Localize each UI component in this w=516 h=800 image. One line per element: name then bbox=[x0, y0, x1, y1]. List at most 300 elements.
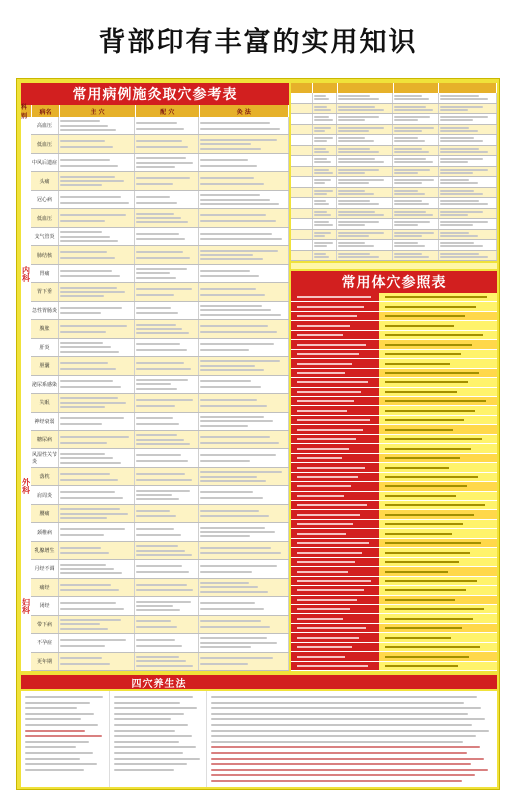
table-cell bbox=[59, 135, 135, 152]
acupoint-name bbox=[291, 293, 379, 301]
disease-name: 低血压 bbox=[31, 135, 59, 152]
list-item bbox=[291, 492, 497, 501]
table-cell bbox=[291, 156, 313, 166]
list-item bbox=[291, 463, 497, 472]
disease-name: 支气管炎 bbox=[31, 228, 59, 245]
list-item bbox=[291, 293, 497, 302]
acupoint-location bbox=[379, 662, 497, 670]
table-cell bbox=[135, 283, 199, 300]
disease-name: 急性胃肠炎 bbox=[31, 302, 59, 319]
table-row bbox=[31, 302, 289, 320]
acupoint-name bbox=[291, 520, 379, 528]
table-cell bbox=[313, 219, 337, 229]
table-row bbox=[31, 413, 289, 431]
table-cell bbox=[337, 135, 393, 145]
table-cell bbox=[291, 93, 313, 103]
acupoint-location bbox=[379, 558, 497, 566]
table-cell bbox=[135, 560, 199, 577]
acupoint-name bbox=[291, 624, 379, 632]
acupoint-location bbox=[379, 416, 497, 424]
acupoint-location bbox=[379, 331, 497, 339]
table-cell bbox=[59, 505, 135, 522]
table-cell bbox=[135, 117, 199, 134]
poster bbox=[16, 78, 500, 790]
table-cell bbox=[291, 219, 313, 229]
bottom-column bbox=[21, 691, 110, 787]
table-cell bbox=[135, 394, 199, 411]
disease-name: 冠心病 bbox=[31, 191, 59, 208]
acupoint-location bbox=[379, 312, 497, 320]
table-cell bbox=[393, 156, 439, 166]
table-cell bbox=[337, 177, 393, 187]
table-cell bbox=[313, 230, 337, 240]
right-top-table bbox=[291, 83, 497, 261]
table-cell bbox=[199, 394, 289, 411]
acupoint-name bbox=[291, 331, 379, 339]
table-cell bbox=[393, 219, 439, 229]
section-label: 内科 bbox=[21, 265, 31, 282]
table-row bbox=[291, 156, 497, 167]
column-header: 配 穴 bbox=[136, 105, 200, 117]
list-item bbox=[291, 397, 497, 406]
acupoint-name bbox=[291, 397, 379, 405]
acupoint-location bbox=[379, 406, 497, 414]
table-cell bbox=[199, 616, 289, 633]
table-row bbox=[291, 219, 497, 230]
table-row bbox=[291, 177, 497, 188]
table-cell bbox=[393, 125, 439, 135]
table-cell bbox=[393, 177, 439, 187]
list-item bbox=[291, 624, 497, 633]
disease-name: 泌尿系感染 bbox=[31, 376, 59, 393]
table-cell bbox=[337, 146, 393, 156]
disease-name: 低血压 bbox=[31, 209, 59, 226]
table-cell bbox=[135, 653, 199, 670]
table-cell bbox=[135, 579, 199, 596]
disease-name: 落枕 bbox=[31, 468, 59, 485]
list-item bbox=[291, 331, 497, 340]
column-header: 科别 bbox=[21, 105, 32, 117]
table-cell bbox=[337, 219, 393, 229]
table-cell bbox=[135, 542, 199, 559]
table-cell bbox=[59, 191, 135, 208]
table-cell bbox=[439, 125, 497, 135]
table-cell bbox=[313, 209, 337, 219]
list-item bbox=[291, 643, 497, 652]
table-row bbox=[31, 135, 289, 153]
acupoint-location bbox=[379, 359, 497, 367]
acupoint-location bbox=[379, 605, 497, 613]
disease-name: 痛经 bbox=[31, 579, 59, 596]
table-row bbox=[291, 188, 497, 199]
table-row bbox=[31, 560, 289, 578]
table-cell bbox=[313, 93, 337, 103]
acupoint-location bbox=[379, 652, 497, 660]
acupoint-name bbox=[291, 312, 379, 320]
acupoint-location bbox=[379, 378, 497, 386]
table-cell bbox=[199, 560, 289, 577]
table-cell bbox=[199, 486, 289, 503]
table-cell bbox=[135, 376, 199, 393]
table-cell bbox=[393, 188, 439, 198]
table-cell bbox=[291, 251, 313, 261]
list-item bbox=[291, 596, 497, 605]
table-row bbox=[31, 394, 289, 412]
table-cell bbox=[337, 198, 393, 208]
table-cell bbox=[59, 283, 135, 300]
table-cell bbox=[135, 616, 199, 633]
table-cell bbox=[291, 125, 313, 135]
disease-name: 月经不调 bbox=[31, 560, 59, 577]
disease-name: 糖尿病 bbox=[31, 431, 59, 448]
column-header: 灸 法 bbox=[200, 105, 289, 117]
acupoint-name bbox=[291, 416, 379, 424]
acupoint-name bbox=[291, 501, 379, 509]
table-cell bbox=[313, 177, 337, 187]
table-cell bbox=[199, 191, 289, 208]
list-item bbox=[291, 586, 497, 595]
table-cell bbox=[337, 230, 393, 240]
disease-name: 乳腺增生 bbox=[31, 542, 59, 559]
table-cell bbox=[439, 135, 497, 145]
acupoint-name bbox=[291, 444, 379, 452]
table-cell bbox=[135, 431, 199, 448]
acupoint-name bbox=[291, 359, 379, 367]
table-cell bbox=[59, 172, 135, 189]
acupoint-name bbox=[291, 340, 379, 348]
acupoint-name bbox=[291, 473, 379, 481]
table-cell bbox=[199, 597, 289, 614]
table-row bbox=[291, 230, 497, 241]
table-cell bbox=[439, 93, 497, 103]
list-item bbox=[291, 510, 497, 519]
disease-name: 腹胀 bbox=[31, 320, 59, 337]
table-cell bbox=[337, 240, 393, 250]
acupoint-name bbox=[291, 596, 379, 604]
acupoint-location bbox=[379, 425, 497, 433]
note-strip bbox=[291, 263, 497, 269]
table-cell bbox=[337, 209, 393, 219]
table-cell bbox=[313, 156, 337, 166]
disease-name: 肺结核 bbox=[31, 246, 59, 263]
table-row bbox=[31, 542, 289, 560]
table-cell bbox=[59, 265, 135, 282]
disease-name: 头痛 bbox=[31, 172, 59, 189]
table-cell bbox=[59, 376, 135, 393]
acupoint-location bbox=[379, 350, 497, 358]
list-item bbox=[291, 548, 497, 557]
left-table-title: 常用病例施灸取穴参考表 bbox=[21, 83, 289, 105]
table-cell bbox=[337, 167, 393, 177]
table-cell bbox=[291, 240, 313, 250]
table-cell bbox=[135, 246, 199, 263]
table-cell bbox=[135, 486, 199, 503]
bottom-title-bar bbox=[21, 675, 497, 689]
acupoint-name bbox=[291, 492, 379, 500]
table-cell bbox=[59, 339, 135, 356]
table-cell bbox=[393, 167, 439, 177]
list-item bbox=[291, 558, 497, 567]
acupoint-name bbox=[291, 406, 379, 414]
acupoint-location bbox=[379, 614, 497, 622]
table-cell bbox=[199, 653, 289, 670]
acupoint-name bbox=[291, 302, 379, 310]
table-cell bbox=[59, 320, 135, 337]
acupoint-name bbox=[291, 605, 379, 613]
list-item bbox=[291, 321, 497, 330]
disease-name: 带下病 bbox=[31, 616, 59, 633]
list-item bbox=[291, 340, 497, 349]
table-cell bbox=[135, 449, 199, 466]
table-cell bbox=[393, 93, 439, 103]
acupoint-name bbox=[291, 529, 379, 537]
list-item bbox=[291, 369, 497, 378]
list-item bbox=[291, 605, 497, 614]
table-row bbox=[31, 191, 289, 209]
table-cell bbox=[135, 339, 199, 356]
acupoint-location bbox=[379, 492, 497, 500]
table-cell bbox=[59, 209, 135, 226]
list-item bbox=[291, 662, 497, 671]
acupoint-location bbox=[379, 444, 497, 452]
table-cell bbox=[135, 468, 199, 485]
table-cell bbox=[59, 653, 135, 670]
table-cell bbox=[59, 117, 135, 134]
table-cell bbox=[199, 542, 289, 559]
table-row bbox=[291, 135, 497, 146]
table-row bbox=[31, 283, 289, 301]
table-cell bbox=[199, 523, 289, 540]
acupoint-location bbox=[379, 293, 497, 301]
table-cell bbox=[313, 114, 337, 124]
acupoint-name bbox=[291, 577, 379, 585]
acupoint-location bbox=[379, 643, 497, 651]
table-cell bbox=[135, 228, 199, 245]
table-cell bbox=[135, 191, 199, 208]
table-cell bbox=[135, 597, 199, 614]
table-cell bbox=[59, 579, 135, 596]
right-list-title: 常用体穴参照表 bbox=[291, 271, 497, 293]
list-rows bbox=[291, 293, 497, 671]
list-item bbox=[291, 652, 497, 661]
table-cell bbox=[393, 135, 439, 145]
table-cell bbox=[59, 616, 135, 633]
table-cell bbox=[393, 146, 439, 156]
table-row bbox=[291, 209, 497, 220]
bottom-column bbox=[110, 691, 207, 787]
list-item bbox=[291, 302, 497, 311]
table-row bbox=[31, 172, 289, 190]
section-labels bbox=[21, 117, 31, 671]
disease-name: 中风后遗症 bbox=[31, 154, 59, 171]
table-cell bbox=[135, 265, 199, 282]
disease-name: 颈椎病 bbox=[31, 523, 59, 540]
table-cell bbox=[135, 505, 199, 522]
acupoint-location bbox=[379, 463, 497, 471]
table-cell bbox=[337, 251, 393, 261]
list-item bbox=[291, 378, 497, 387]
table-cell bbox=[59, 228, 135, 245]
table-row bbox=[291, 240, 497, 251]
table-row bbox=[291, 146, 497, 157]
table-cell bbox=[135, 320, 199, 337]
table-row bbox=[31, 597, 289, 615]
acupoint-location bbox=[379, 520, 497, 528]
table-rows bbox=[291, 93, 497, 261]
table-cell bbox=[313, 125, 337, 135]
bottom-title: 四穴养生法 bbox=[131, 678, 187, 690]
table-cell bbox=[337, 104, 393, 114]
acupoint-location bbox=[379, 454, 497, 462]
table-cell bbox=[59, 431, 135, 448]
acupoint-name bbox=[291, 567, 379, 575]
table-row bbox=[31, 320, 289, 338]
acupoint-name bbox=[291, 378, 379, 386]
table-cell bbox=[59, 302, 135, 319]
table-row bbox=[31, 523, 289, 541]
table-cell bbox=[291, 114, 313, 124]
table-row bbox=[31, 486, 289, 504]
table-cell bbox=[199, 431, 289, 448]
table-cell bbox=[291, 198, 313, 208]
list-item bbox=[291, 539, 497, 548]
table-cell bbox=[313, 188, 337, 198]
acupoint-name bbox=[291, 321, 379, 329]
table-cell bbox=[439, 177, 497, 187]
table-cell bbox=[337, 156, 393, 166]
acupoint-location bbox=[379, 482, 497, 490]
table-row bbox=[31, 616, 289, 634]
table-row bbox=[31, 653, 289, 671]
table-cell bbox=[393, 230, 439, 240]
table-cell bbox=[199, 413, 289, 430]
table-row bbox=[291, 93, 497, 104]
table-cell bbox=[199, 449, 289, 466]
table-cell bbox=[59, 634, 135, 651]
table-cell bbox=[439, 188, 497, 198]
list-item bbox=[291, 529, 497, 538]
table-cell bbox=[393, 114, 439, 124]
acupoint-location bbox=[379, 435, 497, 443]
table-cell bbox=[439, 251, 497, 261]
acupoint-location bbox=[379, 397, 497, 405]
column-header: 主 穴 bbox=[60, 105, 136, 117]
table-cell bbox=[135, 634, 199, 651]
list-item bbox=[291, 444, 497, 453]
table-cell bbox=[135, 135, 199, 152]
table-cell bbox=[199, 172, 289, 189]
disease-name: 胆囊 bbox=[31, 357, 59, 374]
disease-name: 闭经 bbox=[31, 597, 59, 614]
list-item bbox=[291, 425, 497, 434]
left-reference-table bbox=[21, 83, 289, 671]
acupoint-location bbox=[379, 633, 497, 641]
table-cell bbox=[59, 468, 135, 485]
table-cell bbox=[337, 125, 393, 135]
list-item bbox=[291, 388, 497, 397]
table-cell bbox=[199, 283, 289, 300]
acupoint-name bbox=[291, 586, 379, 594]
table-row bbox=[291, 167, 497, 178]
table-row bbox=[31, 431, 289, 449]
table-cell bbox=[135, 413, 199, 430]
list-item bbox=[291, 482, 497, 491]
table-row bbox=[291, 198, 497, 209]
table-cell bbox=[393, 198, 439, 208]
table-row bbox=[291, 114, 497, 125]
acupoint-location bbox=[379, 586, 497, 594]
list-item bbox=[291, 416, 497, 425]
column-header bbox=[291, 83, 313, 93]
table-cell bbox=[393, 240, 439, 250]
table-cell bbox=[199, 579, 289, 596]
acupoint-name bbox=[291, 369, 379, 377]
list-item bbox=[291, 359, 497, 368]
table-cell bbox=[439, 209, 497, 219]
acupoint-name bbox=[291, 454, 379, 462]
table-cell bbox=[59, 523, 135, 540]
list-item bbox=[291, 454, 497, 463]
table-cell bbox=[199, 357, 289, 374]
table-cell bbox=[135, 357, 199, 374]
table-cell bbox=[337, 114, 393, 124]
table-cell bbox=[291, 104, 313, 114]
disease-name: 更年期 bbox=[31, 653, 59, 670]
acupoint-location bbox=[379, 388, 497, 396]
table-cell bbox=[59, 246, 135, 263]
table-cell bbox=[199, 320, 289, 337]
right-top-header bbox=[291, 83, 497, 93]
section-label: 妇科 bbox=[21, 598, 31, 615]
acupoint-location bbox=[379, 340, 497, 348]
table-cell bbox=[291, 188, 313, 198]
table-cell bbox=[199, 634, 289, 651]
table-cell bbox=[135, 154, 199, 171]
acupoint-location bbox=[379, 369, 497, 377]
list-item bbox=[291, 633, 497, 642]
table-cell bbox=[439, 114, 497, 124]
disease-name: 不孕症 bbox=[31, 634, 59, 651]
list-item bbox=[291, 501, 497, 510]
list-item bbox=[291, 312, 497, 321]
disease-name: 胃下垂 bbox=[31, 283, 59, 300]
column-header bbox=[338, 83, 394, 93]
list-item bbox=[291, 435, 497, 444]
table-cell bbox=[59, 449, 135, 466]
bottom-column bbox=[207, 691, 497, 787]
table-row bbox=[31, 505, 289, 523]
acupoint-name bbox=[291, 388, 379, 396]
table-cell bbox=[393, 209, 439, 219]
table-cell bbox=[199, 468, 289, 485]
acupoint-name bbox=[291, 425, 379, 433]
disease-name: 腰痛 bbox=[31, 505, 59, 522]
disease-name: 肝炎 bbox=[31, 339, 59, 356]
table-cell bbox=[59, 597, 135, 614]
acupoint-location bbox=[379, 548, 497, 556]
column-header: 病名 bbox=[32, 105, 60, 117]
acupoint-location bbox=[379, 510, 497, 518]
acupoint-location bbox=[379, 577, 497, 585]
acupoint-name bbox=[291, 350, 379, 358]
disease-name: 高血压 bbox=[31, 117, 59, 134]
table-cell bbox=[59, 357, 135, 374]
table-row bbox=[31, 449, 289, 467]
table-row bbox=[31, 357, 289, 375]
table-cell bbox=[199, 209, 289, 226]
acupoint-name bbox=[291, 548, 379, 556]
table-row bbox=[291, 125, 497, 136]
